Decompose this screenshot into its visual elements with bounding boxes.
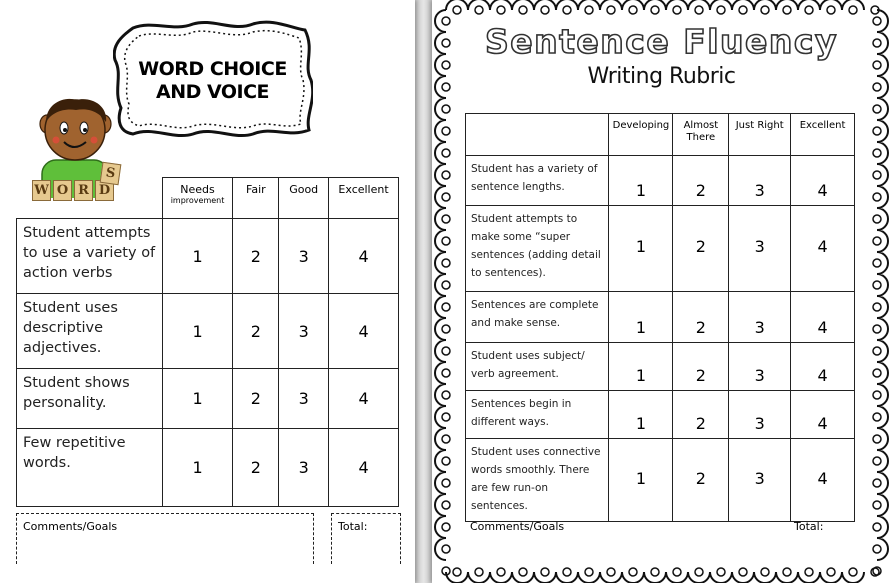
- border-ring: [519, 6, 527, 14]
- total-label: Total:: [338, 520, 368, 533]
- border-ring: [673, 6, 681, 14]
- border-ring: [442, 347, 450, 355]
- score-cell: 3: [729, 343, 791, 391]
- border-ring: [563, 568, 571, 576]
- border-ring: [761, 568, 769, 576]
- table-row: [466, 439, 855, 522]
- border-ring: [607, 568, 615, 576]
- border-ring: [873, 523, 881, 531]
- header-blank: [17, 178, 163, 219]
- score-cell: 1: [609, 343, 673, 391]
- word-choice-rubric-table: [16, 177, 399, 507]
- border-ring: [873, 479, 881, 487]
- rubric-title: [130, 58, 295, 104]
- border-ring: [541, 568, 549, 576]
- border-ring: [673, 568, 681, 576]
- border-ring: [873, 171, 881, 179]
- border-ring: [585, 568, 593, 576]
- header-fair: Fair: [233, 178, 279, 219]
- border-ring: [442, 105, 450, 113]
- criterion-cell: Few repetitive words.: [17, 429, 163, 507]
- letter-tile: R: [74, 180, 93, 201]
- border-ring: [519, 568, 527, 576]
- header-excellent: Excellent: [791, 114, 855, 156]
- border-ring: [873, 105, 881, 113]
- score-cell: 2: [233, 369, 279, 429]
- score-cell: 1: [162, 429, 233, 507]
- border-ring: [442, 303, 450, 311]
- border-ring: [563, 6, 571, 14]
- score-cell: 3: [729, 391, 791, 439]
- score-cell: 4: [791, 391, 855, 439]
- border-ring: [873, 193, 881, 201]
- border-ring: [497, 6, 505, 14]
- criterion-cell: Student uses descriptive adjectives.: [17, 294, 163, 369]
- letter-tile: O: [53, 180, 72, 201]
- border-ring: [873, 435, 881, 443]
- header-row: [17, 178, 399, 219]
- score-cell: 1: [162, 294, 233, 369]
- border-ring: [873, 149, 881, 157]
- page-gutter: [415, 0, 432, 583]
- score-cell: 1: [162, 369, 233, 429]
- border-ring: [442, 127, 450, 135]
- comments-label: Comments/Goals: [470, 520, 565, 533]
- score-cell: 3: [279, 294, 329, 369]
- criterion-cell: Student uses connective words smoothly. There are few run-on sentences.: [466, 439, 609, 522]
- border-ring: [873, 259, 881, 267]
- border-ring: [442, 479, 450, 487]
- border-ring: [873, 325, 881, 333]
- border-ring: [541, 6, 549, 14]
- border-ring: [442, 501, 450, 509]
- border-ring: [873, 281, 881, 289]
- page-title: Sentence Fluency: [484, 22, 839, 61]
- comments-label: Comments/Goals: [23, 520, 118, 533]
- score-cell: 4: [329, 294, 399, 369]
- score-cell: 3: [279, 219, 329, 294]
- score-cell: 2: [673, 439, 729, 522]
- border-ring: [442, 325, 450, 333]
- border-ring: [453, 6, 461, 14]
- criterion-cell: Sentences are complete and make sense.: [466, 292, 609, 343]
- score-cell: 2: [673, 206, 729, 292]
- score-cell: 4: [329, 219, 399, 294]
- border-ring: [873, 369, 881, 377]
- border-ring: [873, 127, 881, 135]
- table-row: [466, 156, 855, 206]
- border-ring: [629, 6, 637, 14]
- border-ring: [442, 237, 450, 245]
- border-ring: [453, 568, 461, 576]
- border-ring: [695, 568, 703, 576]
- border-ring: [783, 6, 791, 14]
- border-ring: [651, 6, 659, 14]
- score-cell: 2: [233, 219, 279, 294]
- border-ring: [873, 545, 881, 553]
- score-cell: 4: [791, 439, 855, 522]
- total-box: [331, 513, 401, 564]
- criterion-cell: Sentences begin in different ways.: [466, 391, 609, 439]
- border-ring: [695, 6, 703, 14]
- border-ring: [805, 568, 813, 576]
- table-row: [466, 206, 855, 292]
- border-ring: [607, 6, 615, 14]
- border-ring: [805, 6, 813, 14]
- word-choice-rubric-page: [0, 0, 415, 583]
- criterion-cell: Student shows personality.: [17, 369, 163, 429]
- header-needs-improvement: Needs improvement: [162, 178, 233, 219]
- score-cell: 4: [791, 292, 855, 343]
- border-ring: [873, 215, 881, 223]
- border-ring: [475, 6, 483, 14]
- header-blank: [466, 114, 609, 156]
- border-ring: [629, 568, 637, 576]
- criterion-cell: Student uses subject/ verb agreement.: [466, 343, 609, 391]
- header-good: Good: [279, 178, 329, 219]
- border-ring: [475, 568, 483, 576]
- border-ring: [442, 281, 450, 289]
- comments-box: [16, 513, 314, 564]
- score-cell: 4: [791, 206, 855, 292]
- border-ring: [873, 413, 881, 421]
- border-ring: [761, 6, 769, 14]
- border-ring: [442, 215, 450, 223]
- score-cell: 4: [329, 369, 399, 429]
- header-just-right: Just Right: [729, 114, 791, 156]
- letter-tile: D: [95, 180, 114, 201]
- border-ring: [717, 6, 725, 14]
- score-cell: 1: [609, 439, 673, 522]
- border-ring: [873, 237, 881, 245]
- score-cell: 2: [673, 156, 729, 206]
- border-ring: [873, 347, 881, 355]
- border-ring: [442, 193, 450, 201]
- criterion-cell: Student attempts to make some “super sentences (adding detail to sentences).: [466, 206, 609, 292]
- sentence-fluency-rubric-page: [432, 0, 891, 583]
- border-ring: [442, 391, 450, 399]
- score-cell: 1: [609, 206, 673, 292]
- score-cell: 2: [673, 343, 729, 391]
- score-cell: 1: [609, 391, 673, 439]
- border-ring: [442, 457, 450, 465]
- score-cell: 3: [729, 439, 791, 522]
- table-row: [17, 219, 399, 294]
- table-row: [17, 294, 399, 369]
- score-cell: 2: [673, 391, 729, 439]
- score-cell: 3: [729, 156, 791, 206]
- table-row: [466, 343, 855, 391]
- rubric-title-line-1: WORD CHOICE: [138, 58, 287, 80]
- score-cell: 2: [233, 294, 279, 369]
- border-ring: [651, 568, 659, 576]
- border-ring: [783, 568, 791, 576]
- score-cell: 3: [729, 292, 791, 343]
- score-cell: 2: [233, 429, 279, 507]
- border-ring: [873, 457, 881, 465]
- score-cell: 3: [279, 429, 329, 507]
- border-ring: [442, 171, 450, 179]
- header-row: [466, 114, 855, 156]
- border-ring: [442, 545, 450, 553]
- border-ring: [442, 369, 450, 377]
- score-cell: 1: [162, 219, 233, 294]
- border-ring: [873, 303, 881, 311]
- score-cell: 2: [673, 292, 729, 343]
- score-cell: 4: [329, 429, 399, 507]
- border-ring: [442, 413, 450, 421]
- total-label: Total:: [794, 520, 824, 533]
- border-ring: [739, 568, 747, 576]
- table-row: [17, 429, 399, 507]
- criterion-cell: Student has a variety of sentence lengths.: [466, 156, 609, 206]
- letter-tile: W: [32, 180, 51, 201]
- border-ring: [873, 391, 881, 399]
- border-ring: [585, 6, 593, 14]
- table-row: [466, 391, 855, 439]
- border-ring: [442, 149, 450, 157]
- border-ring: [827, 6, 835, 14]
- border-ring: [497, 568, 505, 576]
- letter-tile-s: S: [100, 162, 122, 185]
- border-ring: [739, 6, 747, 14]
- page-subtitle: Writing Rubric: [587, 64, 736, 89]
- header-almost-there: Almost There: [673, 114, 729, 156]
- header-excellent: Excellent: [329, 178, 399, 219]
- score-cell: 1: [609, 292, 673, 343]
- score-cell: 1: [609, 156, 673, 206]
- table-row: [466, 292, 855, 343]
- border-ring: [442, 259, 450, 267]
- border-ring: [849, 6, 857, 14]
- border-ring: [442, 435, 450, 443]
- table-row: [17, 369, 399, 429]
- border-ring: [442, 523, 450, 531]
- score-cell: 4: [791, 343, 855, 391]
- sentence-fluency-rubric-table: [465, 113, 855, 522]
- criterion-cell: Student attempts to use a variety of action verbs: [17, 219, 163, 294]
- border-ring: [717, 568, 725, 576]
- score-cell: 3: [279, 369, 329, 429]
- border-ring: [827, 568, 835, 576]
- border-ring: [873, 501, 881, 509]
- rubric-title-line-2: AND VOICE: [155, 81, 269, 103]
- score-cell: 3: [729, 206, 791, 292]
- header-developing: Developing: [609, 114, 673, 156]
- score-cell: 4: [791, 156, 855, 206]
- border-ring: [849, 568, 857, 576]
